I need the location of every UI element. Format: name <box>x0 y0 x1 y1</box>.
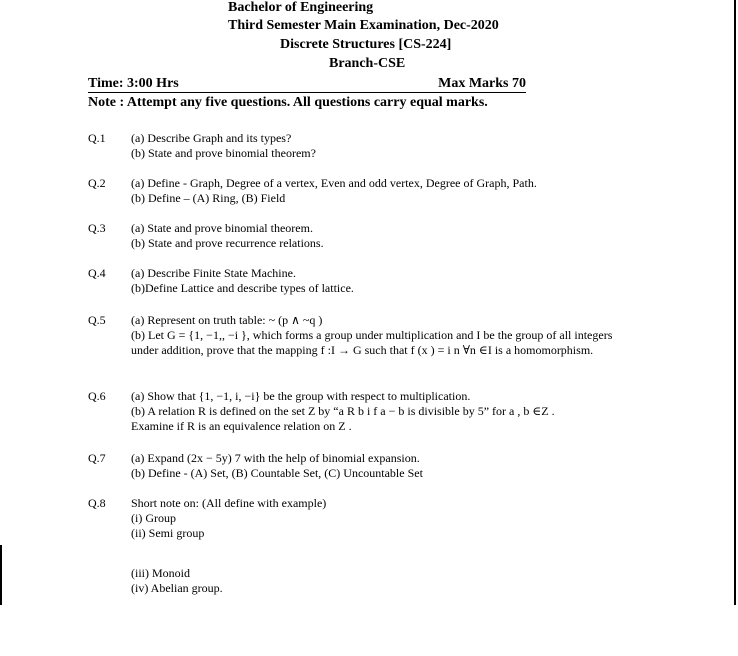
time-label: Time: 3:00 Hrs <box>88 76 179 91</box>
exam-subject-title: Discrete Structures [CS-224] <box>280 37 452 52</box>
question-part: (b) Define - (A) Set, (B) Countable Set, (C) Uncountable Set <box>131 466 423 480</box>
question-part: (b) State and prove binomial theorem? <box>131 146 316 160</box>
question-number: Q.8 <box>88 496 106 510</box>
page-edge-left <box>0 545 2 605</box>
question-body <box>131 313 631 358</box>
question-part: (b)Define Lattice and describe types of lattice. <box>131 281 354 295</box>
question-part: (a) Show that {1, −1, i, −i} be the group with respect to multiplication. <box>131 389 471 403</box>
question-body <box>131 389 651 434</box>
question-body <box>131 176 651 206</box>
time-marks-row <box>88 76 526 93</box>
question-part: Examine if R is an equivalence relation on Z . <box>131 419 352 433</box>
question-part: (a) Expand (2x − 5y) 7 with the help of binomial expansion. <box>131 451 420 465</box>
question-part: (a) Represent on truth table: ~ (p ∧ ~q ) <box>131 313 323 327</box>
question-number: Q.6 <box>88 389 106 403</box>
instructions-note: Note : Attempt any five questions. All questions carry equal marks. <box>88 95 488 110</box>
question-number: Q.4 <box>88 266 106 280</box>
question-body <box>131 451 651 481</box>
question-part: (b) A relation R is defined on the set Z by “a R b i f a − b is divisible by 5” for a , b ∈Z . <box>131 404 555 418</box>
question-part: Short note on: (All define with example) <box>131 496 327 510</box>
question-number: Q.5 <box>88 313 106 327</box>
question-part: (a) Define - Graph, Degree of a vertex, Even and odd vertex, Degree of Graph, Path. <box>131 176 537 190</box>
exam-degree-title: Bachelor of Engineering <box>228 0 374 15</box>
exam-session-title: Third Semester Main Examination, Dec-2020 <box>228 18 499 33</box>
question-number: Q.1 <box>88 131 106 145</box>
page-edge-right <box>734 0 736 605</box>
question-part: (a) Describe Finite State Machine. <box>131 266 296 280</box>
question-part: (iv) Abelian group. <box>131 581 223 595</box>
question-part: (iii) Monoid <box>131 566 190 580</box>
question-body-continued <box>131 566 651 596</box>
question-part: (b) State and prove recurrence relations. <box>131 236 324 250</box>
question-part: (b) Define – (A) Ring, (B) Field <box>131 191 286 205</box>
question-number: Q.3 <box>88 221 106 235</box>
question-number: Q.7 <box>88 451 106 465</box>
question-body <box>131 131 651 161</box>
question-body <box>131 266 651 296</box>
question-part: (a) State and prove binomial theorem. <box>131 221 313 235</box>
question-part: (a) Describe Graph and its types? <box>131 131 292 145</box>
question-part: (i) Group <box>131 511 176 525</box>
question-number: Q.2 <box>88 176 106 190</box>
question-part: (ii) Semi group <box>131 526 205 540</box>
max-marks-label: Max Marks 70 <box>438 76 526 91</box>
question-part: (b) Let G = {1, −1,, −i }, which forms a group under multiplication and I be the group of all integers under addition, prove that the mapping f :I → G such that f (x ) = i n ∀n ∈I is a homomorphism. <box>131 328 613 357</box>
question-body <box>131 496 651 541</box>
question-body <box>131 221 651 251</box>
exam-branch-title: Branch-CSE <box>329 56 406 71</box>
